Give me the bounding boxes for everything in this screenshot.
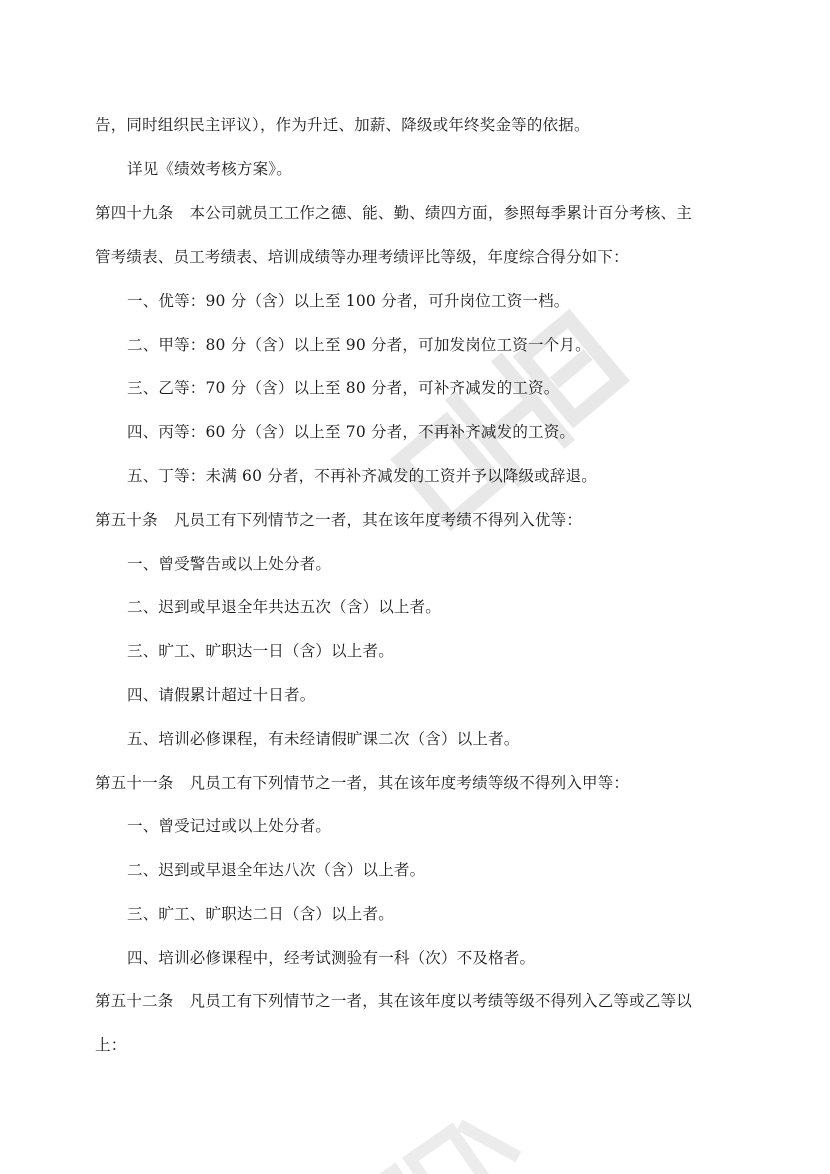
list-item (127, 291, 570, 311)
line-text: 凡员工有下列情节之一者，其在该年度考绩等级不得列入甲等： (189, 774, 630, 792)
paragraph-line (127, 159, 292, 179)
list-item (127, 554, 331, 574)
line-text: 二、迟到或早退全年共达五次（含）以上者。 (127, 598, 442, 616)
line-text: 五、培训必修课程，有未经请假旷课二次（含）以上者。 (127, 730, 520, 748)
line-text: 凡员工有下列情节之一者，其在该年度考绩不得列入优等： (173, 511, 583, 529)
article-number: 第五十二条 (95, 992, 174, 1010)
article-number: 第五十条 (95, 511, 158, 529)
list-item (127, 816, 331, 836)
list-item (127, 904, 394, 924)
list-item (127, 335, 591, 355)
list-item (127, 860, 425, 880)
line-text: 告，同时组织民主评议），作为升迁、加薪、降级或年终奖金等的依据。 (95, 116, 590, 134)
article-line (95, 773, 629, 793)
line-text: 二、甲等：80 分（含）以上至 90 分者，可加发岗位工资一个月。 (127, 336, 591, 354)
list-item (127, 641, 394, 661)
line-text: 三、旷工、旷职达一日（含）以上者。 (127, 642, 394, 660)
list-item (127, 685, 315, 705)
watermark-logo-bottom (330, 1090, 530, 1174)
line-text: 四、请假累计超过十日者。 (127, 686, 316, 704)
article-number: 第四十九条 (95, 204, 174, 222)
line-text: 五、丁等：未满 60 分者，不再补齐减发的工资并予以降级或辞退。 (127, 467, 597, 485)
article-line (95, 510, 582, 530)
article-line (95, 203, 692, 223)
line-text: 三、旷工、旷职达二日（含）以上者。 (127, 905, 394, 923)
line-text: 四、丙等：60 分（含）以上至 70 分者，不再补齐减发的工资。 (127, 423, 576, 441)
line-text: 一、曾受记过或以上处分者。 (127, 817, 332, 835)
line-text: 详见《绩效考核方案》。 (127, 160, 292, 178)
list-item (127, 948, 535, 968)
list-item (127, 729, 520, 749)
line-text: 一、优等：90 分（含）以上至 100 分者，可升岗位工资一档。 (127, 292, 570, 310)
paragraph-line (95, 115, 590, 135)
list-item (127, 378, 559, 398)
line-text: 本公司就员工工作之德、能、勤、绩四方面，参照每季累计百分考核、主 (189, 204, 692, 222)
list-item (127, 422, 575, 442)
article-line (95, 991, 692, 1011)
line-text: 凡员工有下列情节之一者，其在该年度以考绩等级不得列入乙等或乙等以 (189, 992, 692, 1010)
article-number: 第五十一条 (95, 774, 174, 792)
line-text: 管考绩表、员工考绩表、培训成绩等办理考绩评比等级，年度综合得分如下： (95, 248, 629, 266)
list-item (127, 597, 441, 617)
line-text: 上： (95, 1036, 127, 1054)
line-text: 四、培训必修课程中，经考试测验有一科（次）不及格者。 (127, 949, 536, 967)
line-text: 三、乙等：70 分（含）以上至 80 分者，可补齐减发的工资。 (127, 379, 560, 397)
line-text: 一、曾受警告或以上处分者。 (127, 555, 332, 573)
paragraph-line (95, 1035, 126, 1055)
paragraph-line (95, 247, 629, 267)
list-item (127, 466, 597, 486)
line-text: 二、迟到或早退全年达八次（含）以上者。 (127, 861, 426, 879)
